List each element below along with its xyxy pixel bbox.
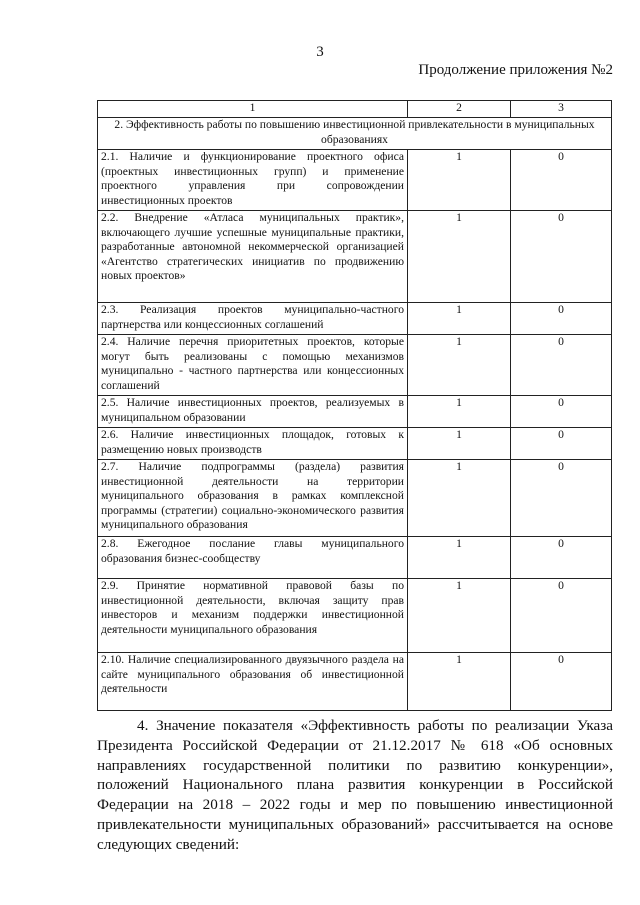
row-value-2: 1 — [408, 428, 511, 460]
table-header-row — [98, 101, 612, 118]
row-value-2: 1 — [408, 579, 511, 653]
row-value-3: 0 — [511, 653, 612, 711]
table-row — [98, 653, 612, 711]
row-value-3: 0 — [511, 211, 612, 303]
table-row — [98, 537, 612, 579]
row-value-3: 0 — [511, 579, 612, 653]
row-description: 2.10. Наличие специализированного двуязычного раздела на сайте муниципального образования об инвестиционной деятельности — [98, 653, 408, 711]
section-title: 2. Эффективность работы по повышению инвестиционной привлекательности в муниципальных образованиях — [98, 118, 612, 150]
row-description: 2.8. Ежегодное послание главы муниципального образования бизнес-сообществу — [98, 537, 408, 579]
row-description: 2.7. Наличие подпрограммы (раздела) развития инвестиционной деятельности на территории муниципального образования в рамках комплексной программы (стратегии) социально-экономического развития муниципального образования — [98, 460, 408, 537]
row-value-3: 0 — [511, 428, 612, 460]
row-description: 2.4. Наличие перечня приоритетных проектов, которые могут быть реализованы с помощью механизмов муниципально - частного партнерства или концессионных соглашений — [98, 335, 408, 396]
row-value-3: 0 — [511, 537, 612, 579]
continuation-heading: Продолжение приложения №2 — [418, 62, 613, 78]
row-description: 2.1. Наличие и функционирование проектного офиса (проектных инвестиционных групп) и применение проектного управления при сопровождении инвестиционных проектов — [98, 150, 408, 211]
row-description: 2.6. Наличие инвестиционных площадок, готовых к размещению новых производств — [98, 428, 408, 460]
row-value-2: 1 — [408, 396, 511, 428]
column-header: 2 — [408, 101, 511, 118]
row-value-3: 0 — [511, 396, 612, 428]
row-description: 2.9. Принятие нормативной правовой базы по инвестиционной деятельности, включая защиту прав инвесторов и механизм поддержки инвестиционной деятельности муниципального образования — [98, 579, 408, 653]
row-description: 2.3. Реализация проектов муниципально-частного партнерства или концессионных соглашений — [98, 303, 408, 335]
row-value-2: 1 — [408, 537, 511, 579]
row-description: 2.5. Наличие инвестиционных проектов, реализуемых в муниципальном образовании — [98, 396, 408, 428]
row-value-2: 1 — [408, 335, 511, 396]
row-value-2: 1 — [408, 460, 511, 537]
table-row — [98, 428, 612, 460]
row-value-2: 1 — [408, 150, 511, 211]
table-row — [98, 460, 612, 537]
table-row — [98, 579, 612, 653]
column-header: 1 — [98, 101, 408, 118]
row-value-3: 0 — [511, 303, 612, 335]
table-row — [98, 211, 612, 303]
table-row — [98, 396, 612, 428]
column-header: 3 — [511, 101, 612, 118]
table-row — [98, 335, 612, 396]
table-row — [98, 150, 612, 211]
indicators-table — [97, 100, 612, 711]
page-number: 3 — [316, 44, 324, 60]
row-description: 2.2. Внедрение «Атласа муниципальных практик», включающего лучшие успешные муниципальные практики, разработанные автономной некоммерческой организацией «Агентство стратегических инициатив по продвижению новых проектов» — [98, 211, 408, 303]
row-value-3: 0 — [511, 335, 612, 396]
row-value-3: 0 — [511, 150, 612, 211]
body-paragraph: 4. Значение показателя «Эффективность работы по реализации Указа Президента Российской Федерации от 21.12.2017 № 618 «Об основных направлениях государственной политики по развитию конкуренции», положений Национального плана развития конкуренции в Российской Федерации на 2018 – 2022 годы и мер по повышению инвестиционной привлекательности муниципальных образований» рассчитывается на основе следующих сведений: — [97, 717, 613, 853]
row-value-2: 1 — [408, 211, 511, 303]
row-value-3: 0 — [511, 460, 612, 537]
row-value-2: 1 — [408, 303, 511, 335]
table-row — [98, 303, 612, 335]
section-row — [98, 118, 612, 150]
row-value-2: 1 — [408, 653, 511, 711]
